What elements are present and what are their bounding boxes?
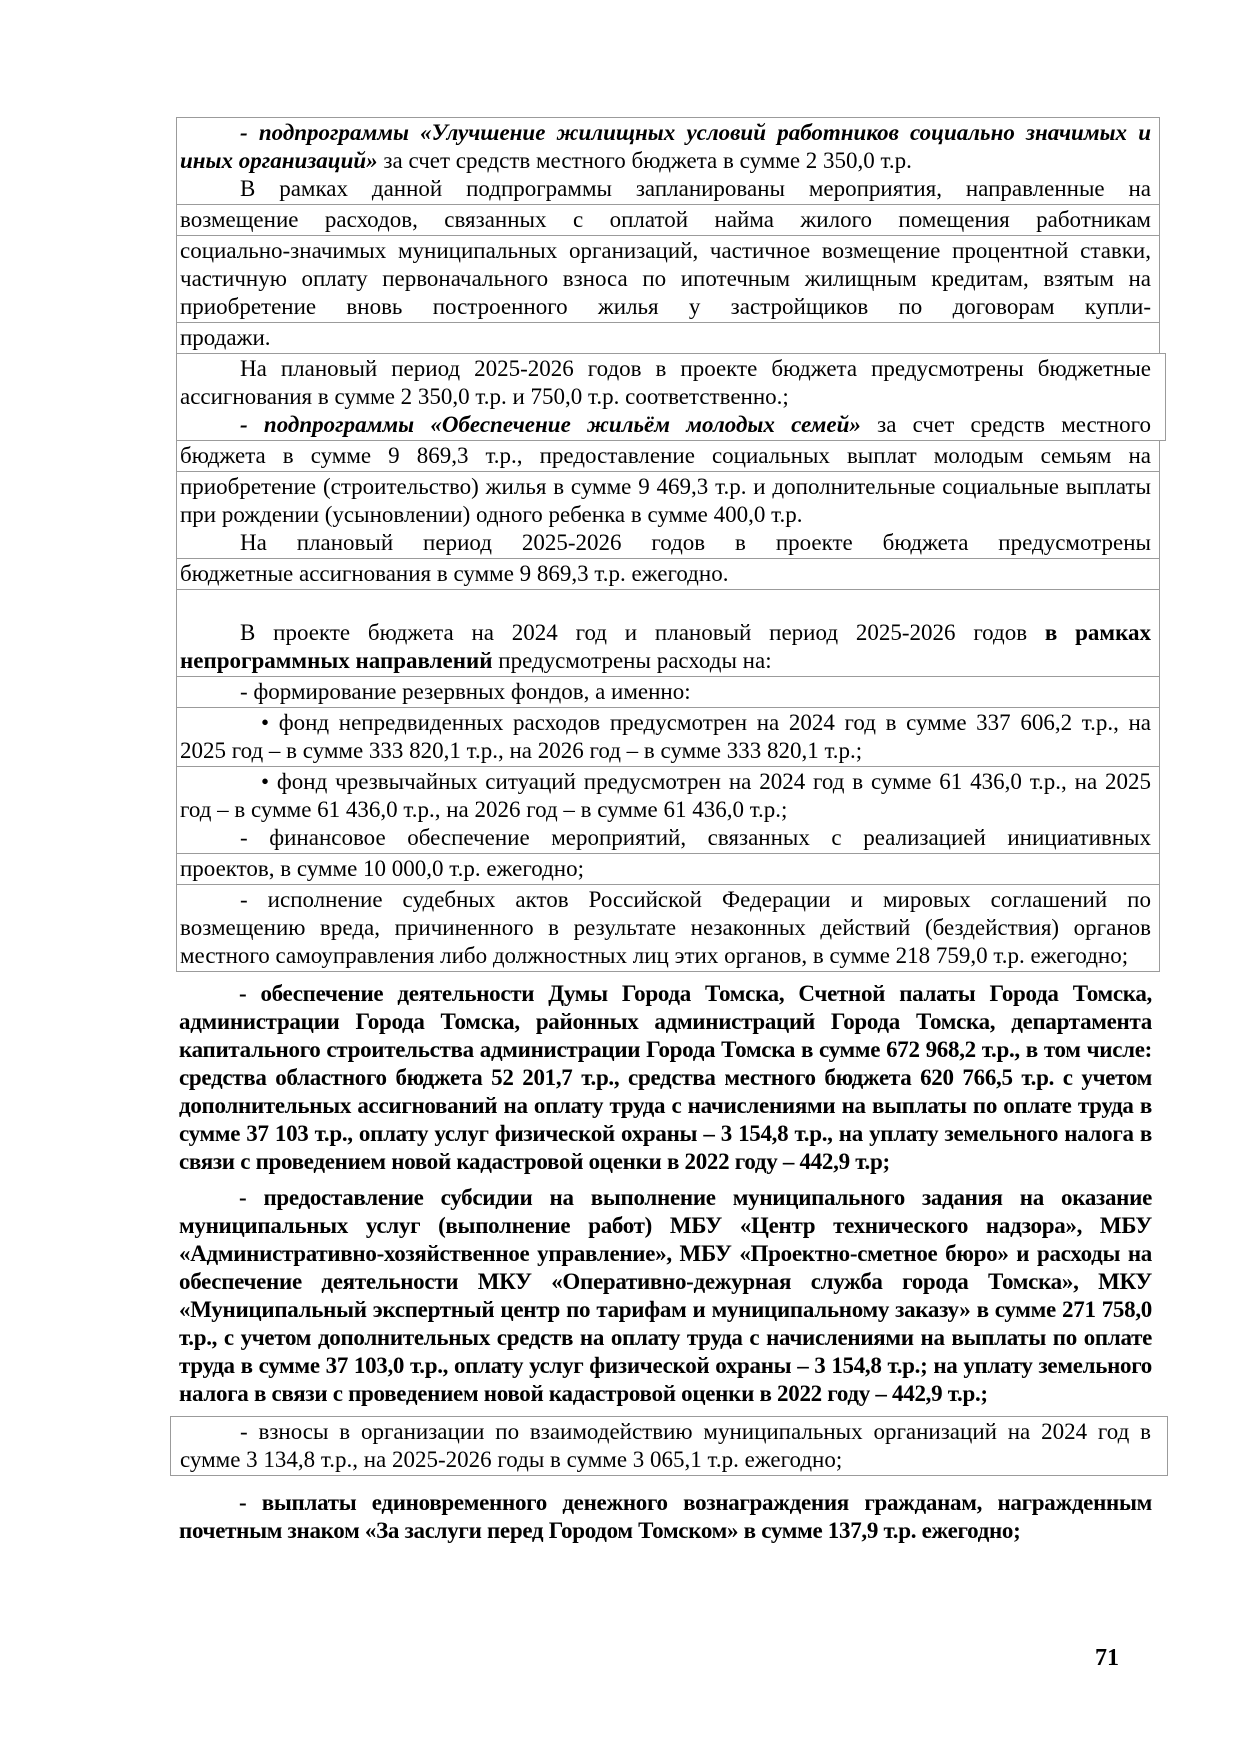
box-initiative-projects-cont: [176, 853, 1160, 885]
paragraph: [180, 119, 1151, 175]
paragraph: На плановый период 2025-2026 годов в проекте бюджета предусмотрены бюджетные ассигнования в сумме 2 350,0 т.р. и 750,0 т.р. соответственно.;: [180, 356, 1151, 409]
box-young-families-annual: [176, 558, 1160, 590]
nonprogram-directions-emphasis: в рамках непрограммных направлений: [180, 620, 1151, 673]
paragraph-subsidies-municipal-institutions: - предоставление субсидии на выполнение муниципального задания на оказание муниципальных услуг (выполнение работ) МБУ «Центр технического надзора», МБУ «Административно-хозяйственное управление», МБУ «Проектно-сметное бюро» и расходы на обеспечение деятельности МКУ «Оперативно-дежурная служба города Томска», МКУ «Муниципальный экспертный центр по тарифам и муниципальному заказу» в сумме 271 758,0 т.р., с учетом дополнительных средств на оплату труда с начислениями на выплаты по оплате труда в сумме 37 103,0 т.р., оплату услуг физической охраны – 3 154,8 т.р.; на уплату земельного налога в связи с проведением новой кадастровой оценки в 2022 году – 442,9 т.р.;: [179, 1185, 1152, 1406]
page-number: 71: [1095, 1645, 1119, 1671]
box-housing-improvement-cont-2: [176, 235, 1160, 323]
paragraph: На плановый период 2025-2026 годов в проекте бюджета предусмотрены: [240, 530, 1151, 555]
bullet-item: • фонд чрезвычайных ситуаций предусмотрен на 2024 год в сумме 61 436,0 т.р., на 2025 год – в сумме 61 436,0 т.р., на 2026 год – в сумме 61 436,0 т.р.;: [180, 769, 1151, 822]
box-nonprogram-intro: [176, 589, 1160, 677]
paragraph-text: за счет средств местного бюджета в сумме 2 350,0 т.р.: [377, 148, 912, 173]
paragraph-text: за счет средств местного: [860, 412, 1151, 437]
box-membership-fees: [170, 1416, 1168, 1476]
bullet-item: • фонд непредвиденных расходов предусмотрен на 2024 год в сумме 337 606,2 т.р., на 2025 год – в сумме 333 820,1 т.р., на 2026 год – в сумме 333 820,1 т.р.;: [180, 710, 1151, 763]
box-unforeseen-expenses-fund: [176, 707, 1160, 767]
box-planned-period-and-young-families: [176, 353, 1166, 441]
paragraph: бюджетные ассигнования в сумме 9 869,3 т.р. ежегодно.: [180, 561, 729, 586]
box-emergency-fund-and-initiative: [176, 766, 1160, 854]
paragraph: В рамках данной подпрограммы запланированы мероприятия, направленные на: [240, 176, 1151, 201]
paragraph: бюджета в сумме 9 869,3 т.р., предоставление социальных выплат молодым семьям на: [180, 443, 1151, 468]
box-reserve-funds: [176, 676, 1160, 708]
paragraph: социально-значимых муниципальных организаций, частичное возмещение процентной ставки, частичную оплату первоначального взноса по ипотечным жилищным кредитам, взятым на приобретение вновь построенного жилья у застройщиков по договорам купли-: [180, 238, 1151, 319]
paragraph: - финансовое обеспечение мероприятий, связанных с реализацией инициативных: [240, 825, 1151, 850]
paragraph: продажи.: [180, 325, 271, 350]
subprogram-title-housing: - подпрограммы «Улучшение жилищных условий работников социально значимых и иных организаций»: [180, 120, 1151, 173]
box-young-families-cont-1: [176, 440, 1160, 472]
box-judicial-acts: [176, 884, 1160, 972]
text-column: [176, 117, 1160, 1553]
paragraph-duma-administration-expenses: - обеспечение деятельности Думы Города Томска, Счетной палаты Города Томска, администрации Города Томска, районных администраций Города Томска, департамента капитального строительства администрации Города Томска в сумме 672 968,2 т.р., в том числе: средства областного бюджета 52 201,7 т.р., средства местного бюджета 620 766,5 т.р. с учетом дополнительных ассигнований на оплату труда с начислениями на выплаты по оплате труда в сумме 37 103 т.р., оплату услуг физической охраны – 3 154,8 т.р., на уплату земельного налога в связи с проведением новой кадастровой оценки в 2022 году – 442,9 т.р;: [179, 981, 1152, 1174]
paragraph: проектов, в сумме 10 000,0 т.р. ежегодно;: [180, 856, 584, 881]
box-young-families-cont-2: [176, 471, 1160, 559]
paragraph: [180, 619, 1151, 675]
paragraph-text: В проекте бюджета на 2024 год и плановый период 2025-2026 годов: [240, 620, 1045, 645]
paragraph-honorary-badge-payments: - выплаты единовременного денежного вознаграждения гражданам, награжденным почетным знаком «За заслуги перед Городом Томском» в сумме 137,9 т.р. ежегодно;: [179, 1490, 1152, 1543]
box-subprogram-housing-improvement: [176, 117, 1160, 205]
subprogram-title-young-families: - подпрограммы «Обеспечение жильём молодых семей»: [240, 412, 861, 437]
paragraph: [180, 411, 1151, 439]
paragraph: - исполнение судебных актов Российской Федерации и мировых соглашений по возмещению вреда, причиненного в результате незаконных действий (бездействия) органов местного самоуправления либо должностных лиц этих органов, в сумме 218 759,0 т.р. ежегодно;: [180, 887, 1151, 968]
paragraph: - формирование резервных фондов, а именно:: [240, 679, 691, 704]
box-housing-improvement-cont-3: [176, 322, 1160, 354]
paragraph: приобретение (строительство) жилья в сумме 9 469,3 т.р. и дополнительные социальные выплаты при рождении (усыновлении) одного ребенка в сумме 400,0 т.р.: [180, 474, 1151, 527]
box-housing-improvement-cont-1: [176, 204, 1160, 236]
paragraph: возмещение расходов, связанных с оплатой найма жилого помещения работникам: [180, 207, 1151, 232]
paragraph: - взносы в организации по взаимодействию муниципальных организаций на 2024 год в сумме 3 134,8 т.р., на 2025-2026 годы в сумме 3 065,1 т.р. ежегодно;: [180, 1419, 1151, 1472]
paragraph-text: предусмотрены расходы на:: [492, 648, 772, 673]
